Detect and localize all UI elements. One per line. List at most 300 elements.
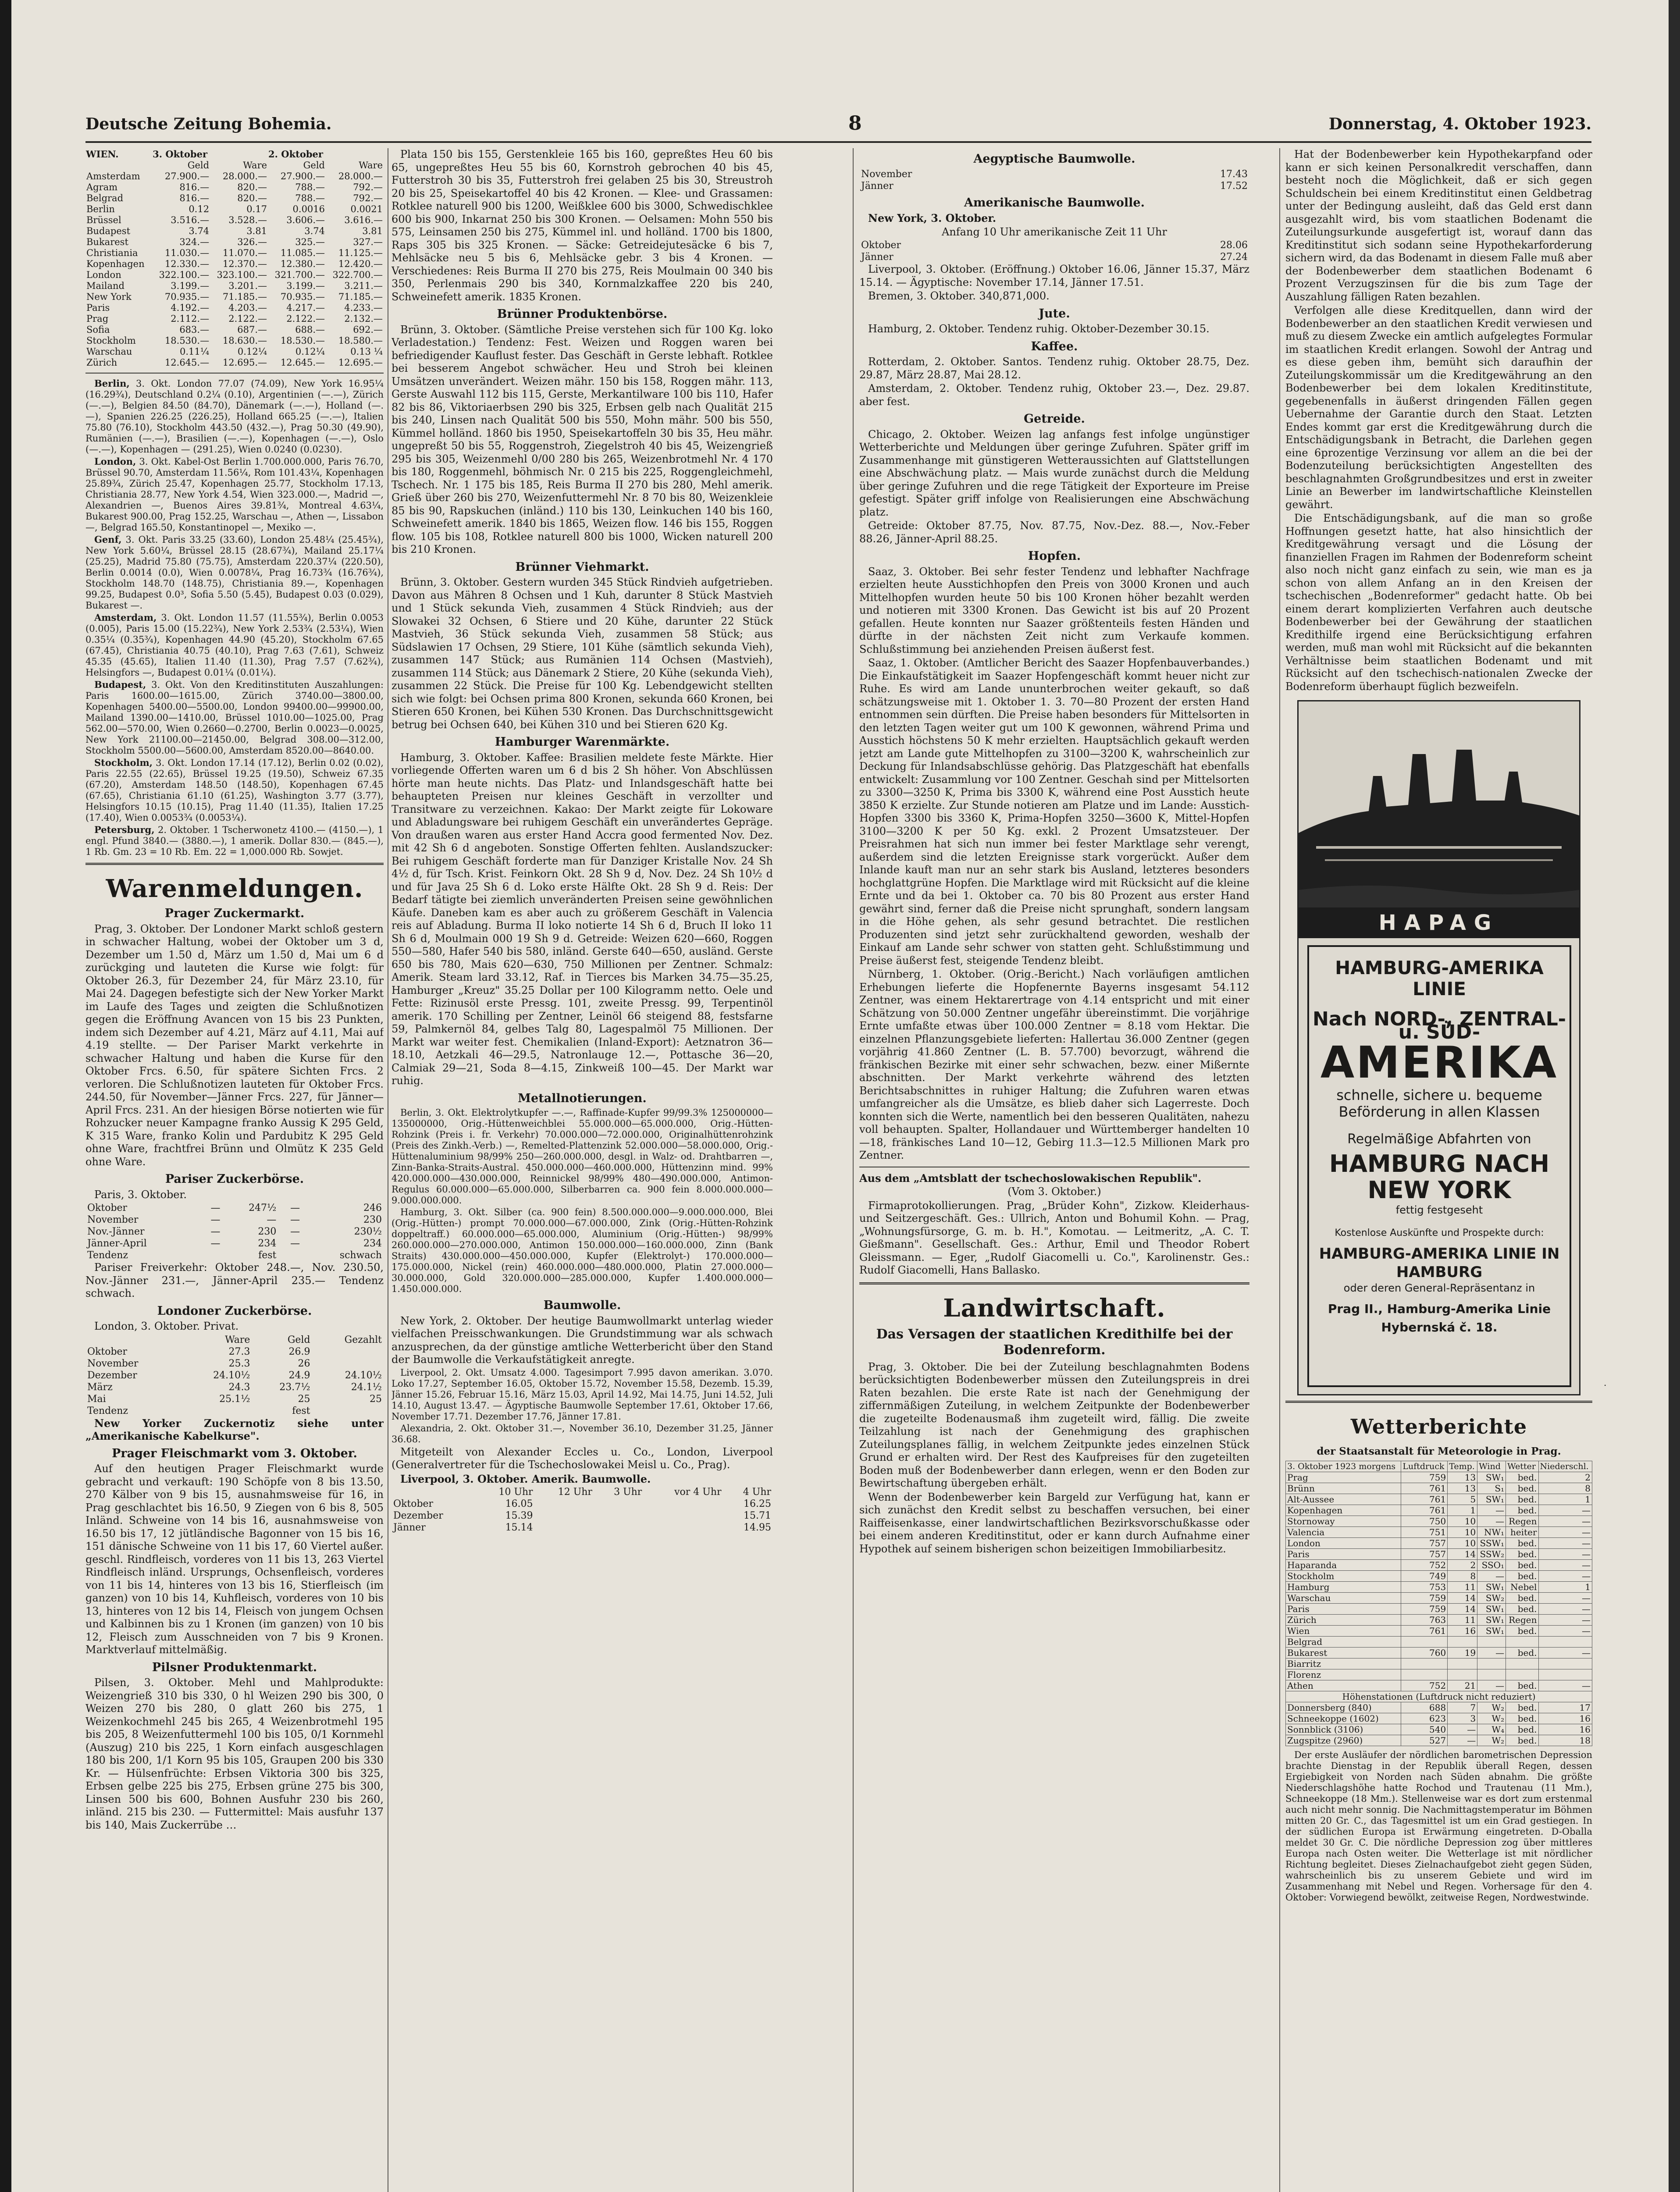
table-cell: 3.516.— <box>171 215 210 225</box>
table-row <box>1286 1702 1592 1713</box>
table-cell: — <box>210 1203 221 1213</box>
table-cell: — <box>1538 1516 1592 1527</box>
table-row <box>85 1346 384 1358</box>
table-cell: Kopenhagen <box>86 259 145 269</box>
table-cell: Amsterdam <box>86 171 140 181</box>
table-cell: — <box>290 1203 300 1213</box>
table-cell: 3.211.— <box>344 281 383 291</box>
table-cell: 0.13 ¼ <box>350 346 383 357</box>
table-cell <box>1477 1636 1506 1647</box>
table-cell: — <box>1538 1603 1592 1614</box>
table-row <box>1286 1570 1592 1581</box>
col-label: 4 Uhr <box>743 1487 771 1498</box>
table-row <box>85 1370 384 1381</box>
table-cell: Biarritz <box>1286 1658 1401 1669</box>
table-cell: Oktober <box>393 1498 434 1509</box>
table-cell: — <box>1538 1625 1592 1636</box>
table-cell: — <box>1448 1724 1477 1735</box>
table-cell: 1 <box>1448 1505 1477 1516</box>
table-cell: 230 <box>258 1226 277 1237</box>
article-text: Paris, 3. Oktober. <box>94 1188 187 1201</box>
article-text: Liverpool, 2. Okt. Umsatz 4.000. Tagesimport 7.995 davon amerikan. 3.070. Loko 17.27, September 16.05, Oktober 15.72, November 15.58, Dezemb. 15.39, Jänner 15.26, Februar 15.16, März 15.03, April 14.92, Mai 14.75, Juni 14.52, Juli 14.10, August 13.47. — Ägyptische Baumwolle September 17.61, Oktober 17.66, November 17.71. Dezember 17.76, Jänner 17.81. <box>392 1367 773 1422</box>
table-row <box>85 182 384 193</box>
table-cell: fest <box>258 1250 277 1261</box>
city-name: Stockholm, <box>94 757 153 768</box>
table-cell: 11.085.— <box>280 248 325 258</box>
table-cell: 753 <box>1401 1581 1448 1592</box>
table-row <box>85 1381 384 1393</box>
table-cell: Belgrad <box>1286 1636 1401 1647</box>
table-cell: 230½ <box>354 1226 382 1237</box>
table-cell: Kopenhagen <box>1286 1505 1401 1516</box>
table-cell <box>594 1498 644 1510</box>
divider <box>859 1282 1249 1285</box>
table-cell: Oktober <box>87 1346 128 1357</box>
col-label: Gezahlt <box>344 1334 382 1345</box>
article-text: Anfang 10 Uhr amerikanische Zeit 11 Uhr <box>942 225 1167 238</box>
table-cell <box>1538 1636 1592 1647</box>
article-text: New York, 2. Oktober. Der heutige Baumwollmarkt unterlag wieder vielfachen Preisschwankungen. Die Grundstimmung war als schwach anzusprechen, da der günstige amtliche Wetterbericht über den Stand der Baumwolle die Verkaufstätigkeit anregte. <box>392 1314 773 1366</box>
article-text: Die Entschädigungsbank, auf die man so große Hoffnungen gesetzt hatte, hat also hinsichtlich der Kreditgewährung versagt und die Lösung der finanziellen Fragen im Rahmen der Bodenreform scheint also noch nicht ganz einfach zu sein, wie man es ja schon von allem Anfang an in den Kreisen der tschechischen „Bodenreformer" gedacht hatte. Ob bei einem derart komplizierten Verfahren auch deutsche Bodenbewerber bei der Gewährung der staatlichen Kredithilfe irgend eine Berücksichtigung erfahren werden, muß man wohl mit Rücksicht auf die bekannten Verhältnisse beim staatlichen Bodenamt und mit Rücksicht auf den tschechisch-nationalen Zwecke der Bodenreform überhaupt füglich bezweifeln. <box>1285 512 1592 693</box>
rate-text: 3. Okt. London 11.57 (11.55¾), Berlin 0.0053 (0.005), Paris 15.00 (15.22¾), New York 2.53¾ (2.53¼), Wien 0.35¼ (0.35¾), Kopenhagen 44.90 (45.20), Stockholm 67.65 (67.45), Christiania 40.75 (40.10), Prag 7.63 (7.61), Schweiz 45.35 (45.65), Italien 11.40 (11.30), Prag 7.57 (7.62¾), Helsingfors —, Budapest 0.01¼ (0.01¼). <box>85 612 384 678</box>
column-3 <box>859 148 1249 2192</box>
article-text: Firmaprotokollierungen. Prag, „Brüder Kohn", Zizkow. Kleiderhaus- und Seitzergeschäft. Ges.: Ullrich, Anton und Bohumil Kohn. — Prag, „Wohnungsfürsorge, G. m. b. H.", Komotau. — Leitmeritz, „A. C. T. Gießmann". Gesellschaft. Ges.: Arthur, Emil und Theodor Robert Gleissmann. — Eger, „Rudolf Giacomelli u. Co.", Karolinenstr. Ges.: Rudolf Giacomelli, Hans Ballasko. <box>859 1199 1249 1276</box>
table-cell <box>1538 1658 1592 1669</box>
rate-paragraph <box>85 534 384 611</box>
table-cell: 623 <box>1401 1713 1448 1724</box>
article-text: Saaz, 3. Oktober. Bei sehr fester Tendenz und lebhafter Nachfrage erzielten heute Ausstichhopfen den Preis von 3000 Kronen und auch Mittelhopfen wurden heute 50 bis 100 Kronen höher bezahlt werden und notieren mit 3300 Kronen. Das Gewicht ist bis auf 20 Prozent gefallen. Heute konnten nur Saazer größtenteils festen Händen und dürfte in der nächsten Zeit nicht zum Verkaufe kommen. Schlußstimmung bei anziehenden Preisen äußerst fest. <box>859 565 1249 655</box>
table-cell: 788.— <box>295 182 325 192</box>
table-cell: S₁ <box>1477 1483 1506 1494</box>
table-cell: 3.74 <box>304 226 325 236</box>
table-cell: Schneekoppe (1602) <box>1286 1713 1401 1724</box>
table-cell: Sonnblick (3106) <box>1286 1724 1401 1735</box>
table-row <box>1286 1581 1592 1592</box>
table-row <box>392 1498 773 1510</box>
table-cell: 27.900.— <box>164 171 210 181</box>
table-cell: Bukarest <box>86 237 128 247</box>
table-cell: 234 <box>258 1238 277 1249</box>
table-cell: 18.630.— <box>222 335 267 346</box>
table-cell: November <box>87 1358 139 1369</box>
table-cell: Zürich <box>86 357 117 368</box>
col-label: Ware <box>225 1334 250 1345</box>
table-row <box>859 168 1249 180</box>
table-cell: SW₁ <box>1477 1494 1506 1505</box>
divider <box>1285 1401 1592 1403</box>
table-cell: bed. <box>1506 1559 1538 1570</box>
table-row <box>85 248 384 259</box>
table-cell: 70.935.— <box>280 292 325 302</box>
table-cell: 21 <box>1448 1680 1477 1691</box>
page-header <box>85 112 1591 137</box>
article-heading: Pilsner Produktenmarkt. <box>152 1660 317 1674</box>
table-row <box>1286 1713 1592 1724</box>
table-cell: 2.122.— <box>228 313 267 324</box>
table-cell <box>312 1346 384 1358</box>
table-row <box>1286 1647 1592 1658</box>
article-text: Saaz, 1. Oktober. (Amtlicher Bericht des Saazer Hopfenbauverbandes.) Die Einkaufstätigkeit im Saazer Hopfengeschäft kommt heuer nicht zur Ruhe. Es wird am Lande ununterbrochen weiter gekauft, so daß schätzungsweise mit 1. Oktober 1. 3. 70—80 Prozent der ersten Hand entnommen sein dürften. Die Preise haben besonders für Mittelsorten in den letzten Tagen weiter gut um 100 K gewonnen, während Prima und Ausstich höchstens 50 K mehr erzielten. Hauptsächlich gekauft werden jetzt am Lande gute Mittelhopfen zu 3100—3200 K, wahrscheinlich zur Deckung für Inlandsabschlüsse gehörig. Das Platzgeschäft hat ebenfalls entwickelt: Zusammlung vor 100 Zentner. Geschah sind per Mittelsorten zu 3300—3250 K, Prima bis 3300 K, während eine Post Ausstich heute 3850 K erzielte. Zur Stunde notieren am Platze und im Lande: Ausstich-Hopfen 3300 bis 3360 K, Prima-Hopfen 3250—3600 K, Mittel-Hopfen 3100—3200 K per 50 Kg. exkl. 2 Prozent Umsatzsteuer. Der Preisrahmen hat sich nun immer bei fester Marktlage sehr verengt, außerdem sind die letzten Ereignisse stark vorgerückt. Außer dem Inlande kauft man nur an sehr stark bis Ausland, letzteres besonders hochglattgrüne Hopfen. Die Marktlage wird mit Rücksicht auf die kleine Ernte und da bei 1. Oktober ca. 70 bis 80 Prozent aus erster Hand gewährt sind, ferner daß die Preise nicht sprunghaft, sondern langsam in die Höhe gehen, als sehr gesund betrachtet. Die restlichen Produzenten sind jetzt sehr zurückhaltend geworden, weshalb der Einkauf am Lande sehr schwer von statten geht. Schlußstimmung und Preise äußerst fest, steigende Tendenz bleibt. <box>859 657 1249 967</box>
table-cell: 0.17 <box>246 204 267 214</box>
city-name: Budapest, <box>94 679 146 690</box>
table-row <box>85 1238 384 1249</box>
table-cell: 692.— <box>353 324 383 335</box>
table-cell: 4.203.— <box>228 302 267 313</box>
table-cell: 16 <box>1538 1724 1592 1735</box>
rate-text: 3. Okt. London 77.07 (74.09), New York 16.95¼ (16.29¾), Deutschland 0.2¼ (0.10), Argentinien (—.—), Zürich (—.—), Belgien 84.50 (84.70), Dänemark (—.—), Holland (—.—), Spanien 226.25 (226.25), Holland 665.25 (—.—), Italien 75.80 (76.10), Stockholm 443.50 (432.—), Prag 50.30 (49.90), Rumänien (—.—), Brasilien (—.—), Kopenhagen (—.—), Oslo (—.—), Kopenhagen — (291.25), Wien 0.0240 (0.0230). <box>85 378 384 455</box>
table-cell: 11 <box>1448 1614 1477 1625</box>
table-cell: 17.43 <box>1220 168 1248 180</box>
table-cell <box>535 1498 594 1510</box>
weather-date: 3. Oktober 1923 morgens <box>1286 1461 1401 1472</box>
rate-text: 3. Okt. London 17.14 (17.12), Berlin 0.02 (0.02), Paris 22.55 (22.65), Brüssel 19.25 (19.50), Schweiz 67.35 (67.20), Amsterdam 148.50 (148.50), Kopenhagen 67.45 (67.65), Christiania 61.10 (61.25), Washington 3.77 (3.77), Helsingfors 10.15 (10.15), Prag 11.40 (11.35), Italien 17.25 (17.40), Wien 0.0053¾ (0.0053¼). <box>85 758 384 823</box>
article-text: Wenn der Bodenbewerber kein Bargeld zur Verfügung hat, kann er sich zunächst den Kredit selbst zu beschaffen versuchen, bei einer Raiffeisenkasse, einer landwirtschaftlichen Bezirksvorschußkasse oder bei einem anderen Kreditinstitut, oder er kann durch Aufnahme einer Hypothek auf seinem bisherigen schon beizeitigen Immobiliarbesitz. <box>859 1491 1249 1555</box>
col-label: Temp. <box>1448 1461 1477 1472</box>
table-cell: 247½ <box>249 1203 277 1213</box>
exchange-date-1: 3. Oktober <box>153 149 208 160</box>
table-row <box>1286 1472 1592 1483</box>
table-cell: — <box>210 1214 221 1225</box>
table-cell: 70.935.— <box>164 292 210 302</box>
table-cell: — <box>1538 1680 1592 1691</box>
table-cell: 23.7½ <box>279 1381 310 1393</box>
table-cell: bed. <box>1506 1713 1538 1724</box>
table-cell: 246 <box>363 1203 382 1213</box>
article-text: Alexandria, 2. Okt. Oktober 31.—, November 36.10, Dezember 31.25, Jänner 36.68. <box>392 1423 773 1445</box>
table-cell: 8 <box>1448 1570 1477 1581</box>
article-heading: Jute. <box>1039 306 1070 320</box>
article-heading: Kaffee. <box>1031 339 1078 353</box>
hapag-advertisement <box>1297 700 1580 1395</box>
table-cell: 322.100.— <box>159 270 210 280</box>
article-text: Brünn, 3. Oktober. (Sämtliche Preise verstehen sich für 100 Kg. loko Verladestation.) Tendenz: Fest. Weizen und Roggen waren bei befriedigender Kauflust fester. Das Geschäft in Gerste lebhaft. Rotklee bei besserem Angebot schwächer. Heu und Stroh bei kleinen Umsätzen unverändert. Weizen mähr. 150 bis 158, Roggen mähr. 113, Gerste Auswahl 112 bis 115, Gerste, Merkantilware 100 bis 110, Hafer 82 bis 86, Viktoriaerbsen 290 bis 325, Erbsen gelb nach Qualität 215 bis 240, Linsen nach Qualität 500 bis 550, Mohn mähr. 500 bis 550, Kümmel holländ. 1860 bis 1950, Speisekartoffeln 30 bis 35, Heu mähr. ungepreßt 50 bis 55, Roggenstroh, Ziegelstroh 40 bis 45, Weizengrieß 295 bis 305, Weizenmehl 0/00 280 bis 265, Weizenbrotmehl Nr. 4 170 bis 180, Roggenmehl, böhmisch Nr. 0 215 bis 225, Roggengleichmehl, Tschech. Nr. 1 175 bis 185, Reis Burma II 270 bis 280, Mehl amerik. Grieß über 260 bis 270, Weizenfuttermehl Nr. 8 70 bis 80, Weizenkleie 85 bis 90, Rapskuchen (inländ.) 110 bis 130, Leinkuchen 140 bis 160, Schweinefett amerik. 1840 bis 1865, Weizen flow. 146 bis 155, Roggen flow. 105 bis 108, Rotklee naturell 800 bis 1000, Wicken naturell 200 bis 210 Kronen. <box>392 323 773 555</box>
ad-line: AMERIKA <box>1320 1037 1559 1088</box>
table-cell: Tendenz <box>87 1405 128 1416</box>
table-cell: 14 <box>1448 1548 1477 1559</box>
table-cell: 24.1½ <box>351 1381 382 1393</box>
article-text: Chicago, 2. Oktober. Weizen lag anfangs fest infolge ungünstiger Wetterberichte und Meldungen über geringe Zufuhren. Später griff im Zusammenhange mit günstigeren Wetteraussichten auf Glattstellungen eine Abschwächung platz. — Mais wurde zunächst durch die Meldung über geringe Zufuhren und die rege Tätigkeit der Exporteure im Preise gefestigt. Später griff infolge von Realisierungen eine Abschwächung platz. <box>859 428 1249 518</box>
table-cell: 16 <box>1538 1713 1592 1724</box>
table-row <box>85 215 384 226</box>
table-cell: 5 <box>1448 1494 1477 1505</box>
ad-line: schnelle, sichere u. bequeme Beförderung in allen Klassen <box>1336 1087 1542 1120</box>
rate-text: 3. Okt. Kabel-Ost Berlin 1.700.000.000, Paris 76.70, Brüssel 90.70, Amsterdam 11.56¼, Rom 101.43¼, Kopenhagen 25.89¾, Zürich 25.47, Kopenhagen 25.77, Stockholm 17.13, Christiania 28.77, New York 4.54, Wien 323.000.—, Madrid —, Alexandrien —, Buenos Aires 39.81¾, Montreal 4.63¼, Bukarest 900.00, Prag 152.25, Warschau —, Athen —, Lissabon —, Belgrad 165.50, Konstantinopel —, Mexiko —. <box>85 456 384 533</box>
article-text: Hamburg, 2. Oktober. Tendenz ruhig. Oktober-Dezember 30.15. <box>868 323 1210 335</box>
exchange-date-2: 2. Oktober <box>268 149 323 160</box>
rate-text: 3. Okt. Von den Kreditinstituten Auszahlungen: Paris 1600.00—1615.00, Zürich 3740.00—3800.00, Kopenhagen 5400.00—5500.00, London 99400.00—99900.00, Mailand 1390.00—1410.00, Brüssel 1010.00—1025.00, Prag 562.00—570.00, Wien 0.2660—0.2700, Berlin 0.0023—0.0025, New York 21100.00—21450.00, Belgrad 308.00—312.00, Stockholm 5500.00—5600.00, Amsterdam 8520.00—8640.00. <box>85 680 384 756</box>
article-text: Auf den heutigen Prager Fleischmarkt wurde gebracht und verkauft: 190 Schöpfe von 8 bis 13.50, 270 Kälber von 9 bis 15, ausnahmsweise für 16, in Prag geschlachtet bis 16.50, 9 Ziegen von 6 bis 8, 505 Inländ. Schweine von 14 bis 16, ausnahmsweise von 16.50 bis 17, 12 jütländische Bagonner von 15 bis 16, 151 dänische Schweine von 11 bis 17, 60 Viertel außer. geschl. Rindfleisch, vorderes von 11 bis 13, 263 Viertel Rindfleisch inländ. Ursprungs, Ochsenfleisch, vorderes von 11 bis 14, hinteres von 13 bis 16, Stierfleisch (im ganzen) von 10 bis 14, Kuhfleisch, vorderes von 10 bis 13, hinteres von 12 bis 14, Fleisch von jungem Ochsen und Kalbinnen bis zu 1 Kronen (im ganzen) von 10 bis 12, Fleisch zum Ausschneiden von 7 bis 9 Kronen. Marktverlauf mittelmäßig. <box>85 1463 384 1656</box>
table-cell: 13 <box>1448 1483 1477 1494</box>
article-text: Nürnberg, 1. Oktober. (Orig.-Bericht.) Nach vorläufigen amtlichen Erhebungen lieferte die Hopfenernte Bayerns insgesamt 54.112 Zentner, was einem Hektarertrage von 4.14 entspricht und mit einer Schätzung von 50.000 Zentner ungefähr übereinstimmt. Die vorjährige Ernte umfaßte etwas über 100.000 Zentner = 8.18 vom Hektar. Die einzelnen Pflanzungsgebiete lieferten: Hallertau 36.000 Zentner (gegen vorjährig 41.860 Zentner (L. B. 57.700) bevorzugt, während die fränkischen Bezirke mit einer sehr schwachen, bezw. einer Mißernte abschnitten. Der Markt verkehrte während des letzten Berichtsabschnittes in ruhiger Haltung; die Zufuhren waren etwas umfangreicher als die Umsätze, es blieb daher sich Lagerreste. Doch konnten sich die Werte, namentlich bei den besseren Qualitäten, nahezu voll behaupten. Spalter, Hollandauer und Württemberger handelten 10—18, fränkisches Land 10—12, Gebirg 11.3—12.5 Millionen Mark pro Zentner. <box>859 968 1249 1161</box>
table-cell: 4.233.— <box>344 302 383 313</box>
table-cell: bed. <box>1506 1472 1538 1483</box>
table-cell: SW₁ <box>1477 1603 1506 1614</box>
table-cell: Belgrad <box>86 193 124 203</box>
table-cell: 10 <box>1448 1527 1477 1537</box>
table-cell: 12.420.— <box>338 259 383 269</box>
article-text: New York, 3. Oktober. <box>868 212 997 224</box>
table-cell <box>535 1510 594 1522</box>
table-cell <box>1401 1669 1448 1680</box>
ad-line: HAMBURG-AMERIKA LINIE IN HAMBURG <box>1319 1245 1560 1281</box>
table-cell: Dezember <box>87 1370 137 1381</box>
table-cell: 3 <box>1448 1713 1477 1724</box>
table-cell: 25.1½ <box>219 1393 250 1405</box>
table-cell: 17.52 <box>1220 180 1248 192</box>
article-text: Liverpool, 3. Oktober. (Eröffnung.) Oktober 16.06, Jänner 15.37, März 15.14. — Ägyptische: November 17.14, Jänner 17.51. <box>859 263 1249 288</box>
table-cell: 27.900.— <box>280 171 325 181</box>
table-row <box>85 270 384 281</box>
table-row <box>1286 1636 1592 1647</box>
page-number: 8 <box>848 112 862 135</box>
table-cell: 752 <box>1401 1559 1448 1570</box>
table-cell: Agram <box>86 182 118 192</box>
ad-line: fettig festgeseht <box>1395 1204 1483 1216</box>
paper-title: Deutsche Zeitung Bohemia. <box>85 115 332 133</box>
table-row <box>85 1358 384 1370</box>
table-cell: Nebel <box>1506 1581 1538 1592</box>
rate-paragraph <box>85 456 384 533</box>
col-label: Niederschl. <box>1538 1461 1592 1472</box>
table-cell: SW₁ <box>1477 1614 1506 1625</box>
table-row <box>85 292 384 302</box>
table-cell: bed. <box>1506 1603 1538 1614</box>
table-cell <box>312 1405 384 1417</box>
table-cell: 820.— <box>237 182 267 192</box>
table-cell: 18.580.— <box>338 335 383 346</box>
table-cell: Tendenz <box>87 1250 128 1261</box>
table-cell: Athen <box>1286 1680 1401 1691</box>
table-row <box>1286 1505 1592 1516</box>
table-cell: 25 <box>298 1393 310 1405</box>
col-label: Ware <box>359 160 383 171</box>
table-cell: 0.12¼ <box>237 346 267 357</box>
table-cell: bed. <box>1506 1647 1538 1658</box>
table-cell: Regen <box>1506 1516 1538 1527</box>
london-sugar-table <box>85 1334 384 1417</box>
rate-paragraph <box>85 378 384 455</box>
article-heading: Brünner Produktenbörse. <box>497 307 668 321</box>
table-row <box>85 357 384 368</box>
article-text: Berlin, 3. Okt. Elektrolytkupfer —.—, Raffinade-Kupfer 99/99.3% 125000000—135000000, Orig.-Hüttenweichblei 55.000.000—65.000.000, Orig.-Hütten-Rohzink (Preis i. fr. Verkehr) 70.000.000—72.000.000, Originalhüttenrohzink (Preis des Zinkh.-Verb.) —, Remelted-Plattenzink 52.000.000—58.000.000, Orig.-Hüttenaluminium 98/99% 250—260.000.000, desgl. in Walz- od. Drahtbarren —, Zinn-Banka-Straits-Austral. 450.000.000—460.000.000, Hüttenzinn mind. 99% 420.000.000—430.000.000, Reinnickel 98/99% 480—490.000.000, Antimon-Regulus 60.000.000—65.000.000, Silberbarren ca. 900 fein 8.000.000.000—9.000.000.000. <box>392 1107 773 1206</box>
city-name: London, <box>94 456 136 467</box>
margin-mark: · <box>1600 1384 1611 1387</box>
table-cell: 752 <box>1401 1680 1448 1691</box>
table-cell: 11 <box>1448 1581 1477 1592</box>
altitude-heading: Höhenstationen (Luftdruck nicht reduziert) <box>1286 1691 1592 1702</box>
table-cell: — <box>210 1226 221 1237</box>
table-cell <box>1401 1636 1448 1647</box>
table-cell: 14 <box>1448 1603 1477 1614</box>
header-rule <box>85 141 1591 143</box>
table-cell: Warschau <box>86 346 132 357</box>
table-row <box>85 1226 384 1238</box>
table-cell: bed. <box>1506 1724 1538 1735</box>
table-cell: SW₁ <box>1477 1472 1506 1483</box>
table-cell: 3.528.— <box>228 215 267 225</box>
table-row <box>392 1522 773 1534</box>
table-cell: 326.— <box>237 237 267 247</box>
table-cell: 2 <box>1538 1472 1592 1483</box>
city-name: Genf, <box>94 534 122 545</box>
ad-line: HAMBURG-AMERIKA LINIE <box>1335 957 1544 1000</box>
column-1 <box>85 148 384 2192</box>
table-cell: 8 <box>1538 1483 1592 1494</box>
table-cell: Jänner <box>861 252 893 263</box>
table-row <box>1286 1680 1592 1691</box>
table-cell: November <box>87 1214 139 1225</box>
table-cell: 816.— <box>179 193 210 203</box>
table-cell: SSW₂ <box>1477 1548 1506 1559</box>
table-cell: 15.14 <box>505 1522 533 1533</box>
table-cell: bed. <box>1506 1483 1538 1494</box>
city-name: Berlin, <box>94 378 130 389</box>
ad-line: Nach NORD-, ZENTRAL- u. SÜD- <box>1312 1008 1566 1043</box>
table-cell: 25 <box>370 1393 382 1405</box>
table-cell: — <box>1538 1559 1592 1570</box>
article-text: Hamburg, 3. Oktober. Kaffee: Brasilien meldete feste Märkte. Hier vorliegende Offerten waren um 6 d bis 2 Sh höher. Von Abschlüssen hörte man heute nichts. Das Platz- und Inlandsgeschäft hatte bei behaupteten Preisen nur kleines Geschäft in verzollter und Transitware zu verzeichnen. Kakao: Der Markt zeigte für Lokoware und Abladungsware bei ruhigem Geschäft ein unverändertes Gepräge. Von draußen waren aus erster Hand Accra good fermented Nov. Dez. mit 42 Sh 6 d angeboten. Sonstige Offerten fehlten. Auslandszucker: Bei ruhigem Geschäft forderte man für Danziger Kristalle Nov. 24 Sh 4½ d, für Tsch. Krist. Feinkorn Okt. 28 Sh 9 d, Nov. Dez. 24 Sh 10½ d und für Java 25 Sh 6 d. Loko erste Hälfte Okt. 28 Sh 9 d. Reis: Der Bedarf tätigte bei ziemlich unveränderten Preisen seine gewöhnlichen Käufe. Daneben kam es aber auch zu größerem Geschäft in Valencia reis auf Abladung. Burma II loko notierte 14 Sh 6 d, Bruch II loko 11 Sh 6 d, Moulmain 000 19 Sh 9 d. Getreide: Weizen 620—660, Roggen 550—580, Hafer 540 bis 580, inländ. Gerste 640—650, ausländ. Gerste 650 bis 780, Mais 620—630, 750 Millionen per Zentner. Schmalz: Amerik. Steam lard 33.12, Raf. in Tierces bis Marken 34.75—35.25, Hamburger „Kreuz" 35.25 Dollar per 100 Kilogramm netto. Oele und Fette: Rizinusöl erste Pressg. 101, zweite Pressg. 99, Terpentinöl amerik. 170 Schilling per Zentner, Leinöl 66 steigend 88, festsfarne 59, Palmkernöl 84, gelbes Talg 80, Lagespalmöl 75 Millionen. Der Markt war weiter fest. Chemikalien (Inland-Export): Aetznatron 36—18.10, Aetzkali 46—29.5, Natronlauge 12.—, Pottasche 36—20, Calmiak 29—21, Soda 8—4.15, Zinkweiß 100—45. Der Markt war ruhig. <box>392 751 773 1087</box>
exchange-city: WIEN. <box>86 149 119 160</box>
article-text: New Yorker Zuckernotiz siehe unter „Amerikanische Kabelkurse". <box>85 1416 384 1442</box>
rate-paragraph <box>85 824 384 858</box>
table-cell: — <box>1448 1735 1477 1746</box>
article-text: Hamburg, 3. Okt. Silber (ca. 900 fein) 8.500.000.000—9.000.000.000, Blei (Orig.-Hütten-) prompt 70.000.000—67.000.000, Zink (Orig.-Hütten-Rohzink doppeltraff.) 60.000.000—65.000.000, Aluminium (Orig.-Hütten-) 98/99% 260.000.000—270.000.000, Antimon 150.000.000—160.000.000, Zinn (Bank Straits) 430.000.000—450.000.000, Kupfer (Elektrolyt-) 170.000.000—175.000.000, Nickel (rein) 460.000.000—480.000.000, Platin 27.000.000—30.000.000, Gold 320.000.000—285.000.000, Kupfer 1.400.000.000—1.450.000.000. <box>392 1207 773 1294</box>
table-row <box>85 237 384 248</box>
table-cell: Haparanda <box>1286 1559 1401 1570</box>
table-cell: 71.185.— <box>338 292 383 302</box>
egyptian-cotton-table <box>859 168 1249 192</box>
table-cell: 28.000.— <box>222 171 267 181</box>
table-cell: 763 <box>1401 1614 1448 1625</box>
table-cell: 24.9 <box>288 1370 310 1381</box>
table-row <box>1286 1724 1592 1735</box>
article-text: London, 3. Oktober. Privat. <box>94 1320 239 1332</box>
table-cell: 15.39 <box>505 1510 533 1521</box>
table-cell: Stockholm <box>1286 1570 1401 1581</box>
table-cell: 757 <box>1401 1537 1448 1548</box>
table-cell <box>1538 1669 1592 1680</box>
table-cell: Regen <box>1506 1614 1538 1625</box>
table-cell: 1 <box>1538 1494 1592 1505</box>
table-cell: — <box>1538 1537 1592 1548</box>
table-row <box>1286 1494 1592 1505</box>
issue-date: Donnerstag, 4. Oktober 1923. <box>1328 115 1591 133</box>
table-cell: — <box>267 1214 277 1225</box>
table-cell: 12.330.— <box>164 259 210 269</box>
table-cell: 18 <box>1538 1735 1592 1746</box>
col-label: Wetter <box>1506 1461 1538 1472</box>
table-cell: bed. <box>1506 1680 1538 1691</box>
table-cell: 0.12¼ <box>295 346 325 357</box>
article-text: Prag, 3. Oktober. Die bei der Zuteilung beschlagnahmten Bodens berücksichtigten Bodenbewerber müssen den Zuteilungspreis in drei Raten bezahlen. Die erste Rate ist nach der Genehmigung der ziffernmäßigen Zuteilung, in welchem Zeitpunkte der Bodenbewerber die zugeteilte Bodenausmaß ihm zugeteilt wird, fällig. Die zweite Teilzahlung ist nach der Genehmigung des graphischen Zuteilungsplanes fällig, in welchem Zeitpunkte jedes einzelnen Stück Grund er erhalten wird. Der Rest des Kaufpreises für den zugeteilten Boden muß der Bodenbewerber dann erlegen, wenn er den Boden zur Bewirtschaftung übergeben erhält. <box>859 1360 1249 1489</box>
article-text: Getreide: Oktober 87.75, Nov. 87.75, Nov.-Dez. 88.—, Nov.-Feber 88.26, Jänner-April 88.25. <box>859 520 1249 545</box>
table-row <box>1286 1548 1592 1559</box>
table-cell: 26.9 <box>288 1346 310 1357</box>
article-heading: Prager Fleischmarkt vom 3. Oktober. <box>112 1446 357 1460</box>
article-text: Mitgeteilt von Alexander Eccles u. Co., London, Liverpool (Generalvertreter für die Tschechoslowakei Meisl u. Co., Prag). <box>392 1445 773 1471</box>
table-cell: W₄ <box>1477 1724 1506 1735</box>
table-cell: 751 <box>1401 1527 1448 1537</box>
table-row <box>85 1202 384 1214</box>
col-label: Ware <box>243 160 267 171</box>
col-label: vor 4 Uhr <box>674 1487 722 1498</box>
table-cell: 28.000.— <box>338 171 383 181</box>
scan-edge-left <box>0 0 11 2192</box>
table-cell: schwach <box>339 1250 382 1261</box>
ad-line: HAMBURG NACH NEW YORK <box>1329 1150 1550 1204</box>
table-cell: 24.10½ <box>345 1370 382 1381</box>
section-title: Landwirtschaft. <box>943 1293 1166 1323</box>
article-heading: Pariser Zuckerbörse. <box>165 1172 304 1186</box>
table-cell: 18.530.— <box>164 335 210 346</box>
table-cell: 0.0016 <box>292 204 325 214</box>
table-cell: 759 <box>1401 1472 1448 1483</box>
table-row <box>85 335 384 346</box>
ad-body <box>1307 945 1571 1387</box>
rate-paragraph <box>85 612 384 678</box>
col-label: 10 Uhr <box>498 1487 533 1498</box>
table-row <box>85 281 384 292</box>
col-label <box>85 1334 181 1346</box>
table-row <box>859 180 1249 192</box>
table-cell: 11.125.— <box>338 248 383 258</box>
table-cell: bed. <box>1506 1735 1538 1746</box>
table-cell: 683.— <box>179 324 210 335</box>
article-text: Pilsen, 3. Oktober. Mehl und Mahlprodukte: Weizengrieß 310 bis 330, 0 hl Weizen 290 bis 300, 0 Weizen 270 bis 280, 0 glatt 260 bis 275, 1 Weizenkochmehl 245 bis 265, 4 Weizenbrotmehl 195 bis 205, 8 Weizenfuttermehl 100 bis 105, 0/1 Kornmehl (Auszug) 210 bis 225, 1 Korn einfach ausgeschlagen 180 bis 200, 1/1 Korn 95 bis 105, Graupen 200 bis 330 Kr. — Hülsenfrüchte: Erbsen Viktoria 300 bis 325, Erbsen gelbe 225 bis 275, Erbsen grüne 275 bis 300, Linsen 500 bis 600, Bohnen Ausfuhr 230 bis 260, inländ. 215 bis 230. — Futtermittel: Mais ausfuhr 137 bis 140, Mais Zuckerrübe … <box>85 1676 384 1831</box>
table-row <box>85 1405 384 1417</box>
article-text: (Vom 3. Oktober.) <box>1007 1185 1101 1198</box>
col-label: 12 Uhr <box>558 1487 592 1498</box>
article-heading: Hopfen. <box>1028 549 1081 563</box>
table-row <box>1286 1559 1592 1570</box>
table-cell: 688.— <box>295 324 325 335</box>
table-cell <box>1448 1669 1477 1680</box>
table-cell: 760 <box>1401 1647 1448 1658</box>
table-cell: SSO₁ <box>1477 1559 1506 1570</box>
table-row <box>85 1393 384 1405</box>
table-row <box>1286 1658 1592 1669</box>
table-cell: 11.070.— <box>222 248 267 258</box>
col-label: Luftdruck <box>1401 1461 1448 1472</box>
table-cell: bed. <box>1506 1505 1538 1516</box>
article-heading: Aegyptische Baumwolle. <box>973 152 1135 166</box>
table-cell: 0.0021 <box>350 204 383 214</box>
table-cell: 14 <box>1448 1592 1477 1603</box>
table-row <box>85 346 384 357</box>
table-cell: 16 <box>1448 1625 1477 1636</box>
table-row <box>1286 1527 1592 1537</box>
table-row <box>1286 1614 1592 1625</box>
table-cell: Zugspitze (2960) <box>1286 1735 1401 1746</box>
table-cell: 18.530.— <box>280 335 325 346</box>
rate-text: 2. Oktober. 1 Tscherwonetz 4100.— (4150.—), 1 engl. Pfund 3840.— (3880.—), 1 amerik. Dollar 830.— (845.—), 1 Rb. Gm. 23 = 10 Rb. Em. 22 = 1,000.000 Rb. Sowjet. <box>85 825 384 857</box>
table-cell: NW₁ <box>1477 1527 1506 1537</box>
table-cell: 230 <box>363 1214 382 1225</box>
article-text: Amsterdam, 2. Oktober. Tendenz ruhig, Oktober 23.—, Dez. 29.87. aber fest. <box>859 382 1249 408</box>
article-heading: Aus dem „Amtsblatt der tschechoslowakischen Republik". <box>859 1171 1202 1185</box>
article-text: Der erste Ausläufer der nördlichen barometrischen Depression brachte Dienstag in der Republik überall Regen, dessen Ergiebigkeit von Norden nach Süden abnahm. Die größte Niederschlagshöhe hatte Rochod und Trautenau (11 Mm.), Schneekoppe (18 Mm.). Stellenweise war es dort zum erstenmal auch nicht mehr sonnig. Die Nachmittagstemperatur im Böhmen mitten 20 Gr. C., das Tagesmittel ist um ein Grad gestiegen. In der südlichen Europa ist Erwärmung eingetreten. D-Oballa meldet 30 Gr. C. Die nördliche Depression zog über mittleres Europa nach Osten weiter. Die Wetterlage ist mit nördlicher Richtung begleitet. Dieses Zielnachaufgebot zieht gegen Süden, wahrscheinlich bis zu unserem Gebiete und wird im Zusammenhang mit Nebel und Regen. Vorhersage für den 4. Oktober: Vorwiegend bewölkt, zeitweise Regen, Nordwestwinde. <box>1285 1749 1592 1903</box>
table-cell: 759 <box>1401 1603 1448 1614</box>
table-cell: — <box>1538 1527 1592 1537</box>
table-cell <box>1401 1658 1448 1669</box>
table-cell: Paris <box>1286 1548 1401 1559</box>
table-cell: 2.132.— <box>344 313 383 324</box>
table-cell: — <box>290 1214 300 1225</box>
article-text: Brünn, 3. Oktober. Gestern wurden 345 Stück Rindvieh aufgetrieben. Davon aus Mähren 8 Ochsen und 1 Kuh, darunter 8 Stück Mastvieh und 1 Stück sekunda Vieh, zusammen 4 Stück Rindvieh; aus der Slowakei 32 Ochsen, 6 Stiere und 20 Kühe, darunter 22 Stück Mastvieh, 36 Stück sekunda Vieh, zusammen 58 Stück; aus Südslawien 17 Ochsen, 29 Stiere, 101 Kühe (sämtlich sekunda Vieh), zusammen 147 Stück; aus Rumänien 114 Ochsen (Mastvieh), zusammen 114 Stück; aus Dänemark 2 Stiere, 20 Kühe (sekunda Vieh), zusammen 22 Stück. Die Preise für 100 Kg. Lebendgewicht stellten sich wie folgt: bei Ochsen prima 800 Kronen, sekunda 660 Kronen, bei Stieren 650 Kronen, bei Kühen 530 Kronen. Das Durchschnittsgewicht betrug bei Ochsen 640, bei Kühen 310 und bei Stieren 620 Kg. <box>392 576 773 731</box>
table-cell <box>535 1522 594 1534</box>
table-cell: 28.06 <box>1220 240 1248 251</box>
table-cell: SW₂ <box>1477 1592 1506 1603</box>
